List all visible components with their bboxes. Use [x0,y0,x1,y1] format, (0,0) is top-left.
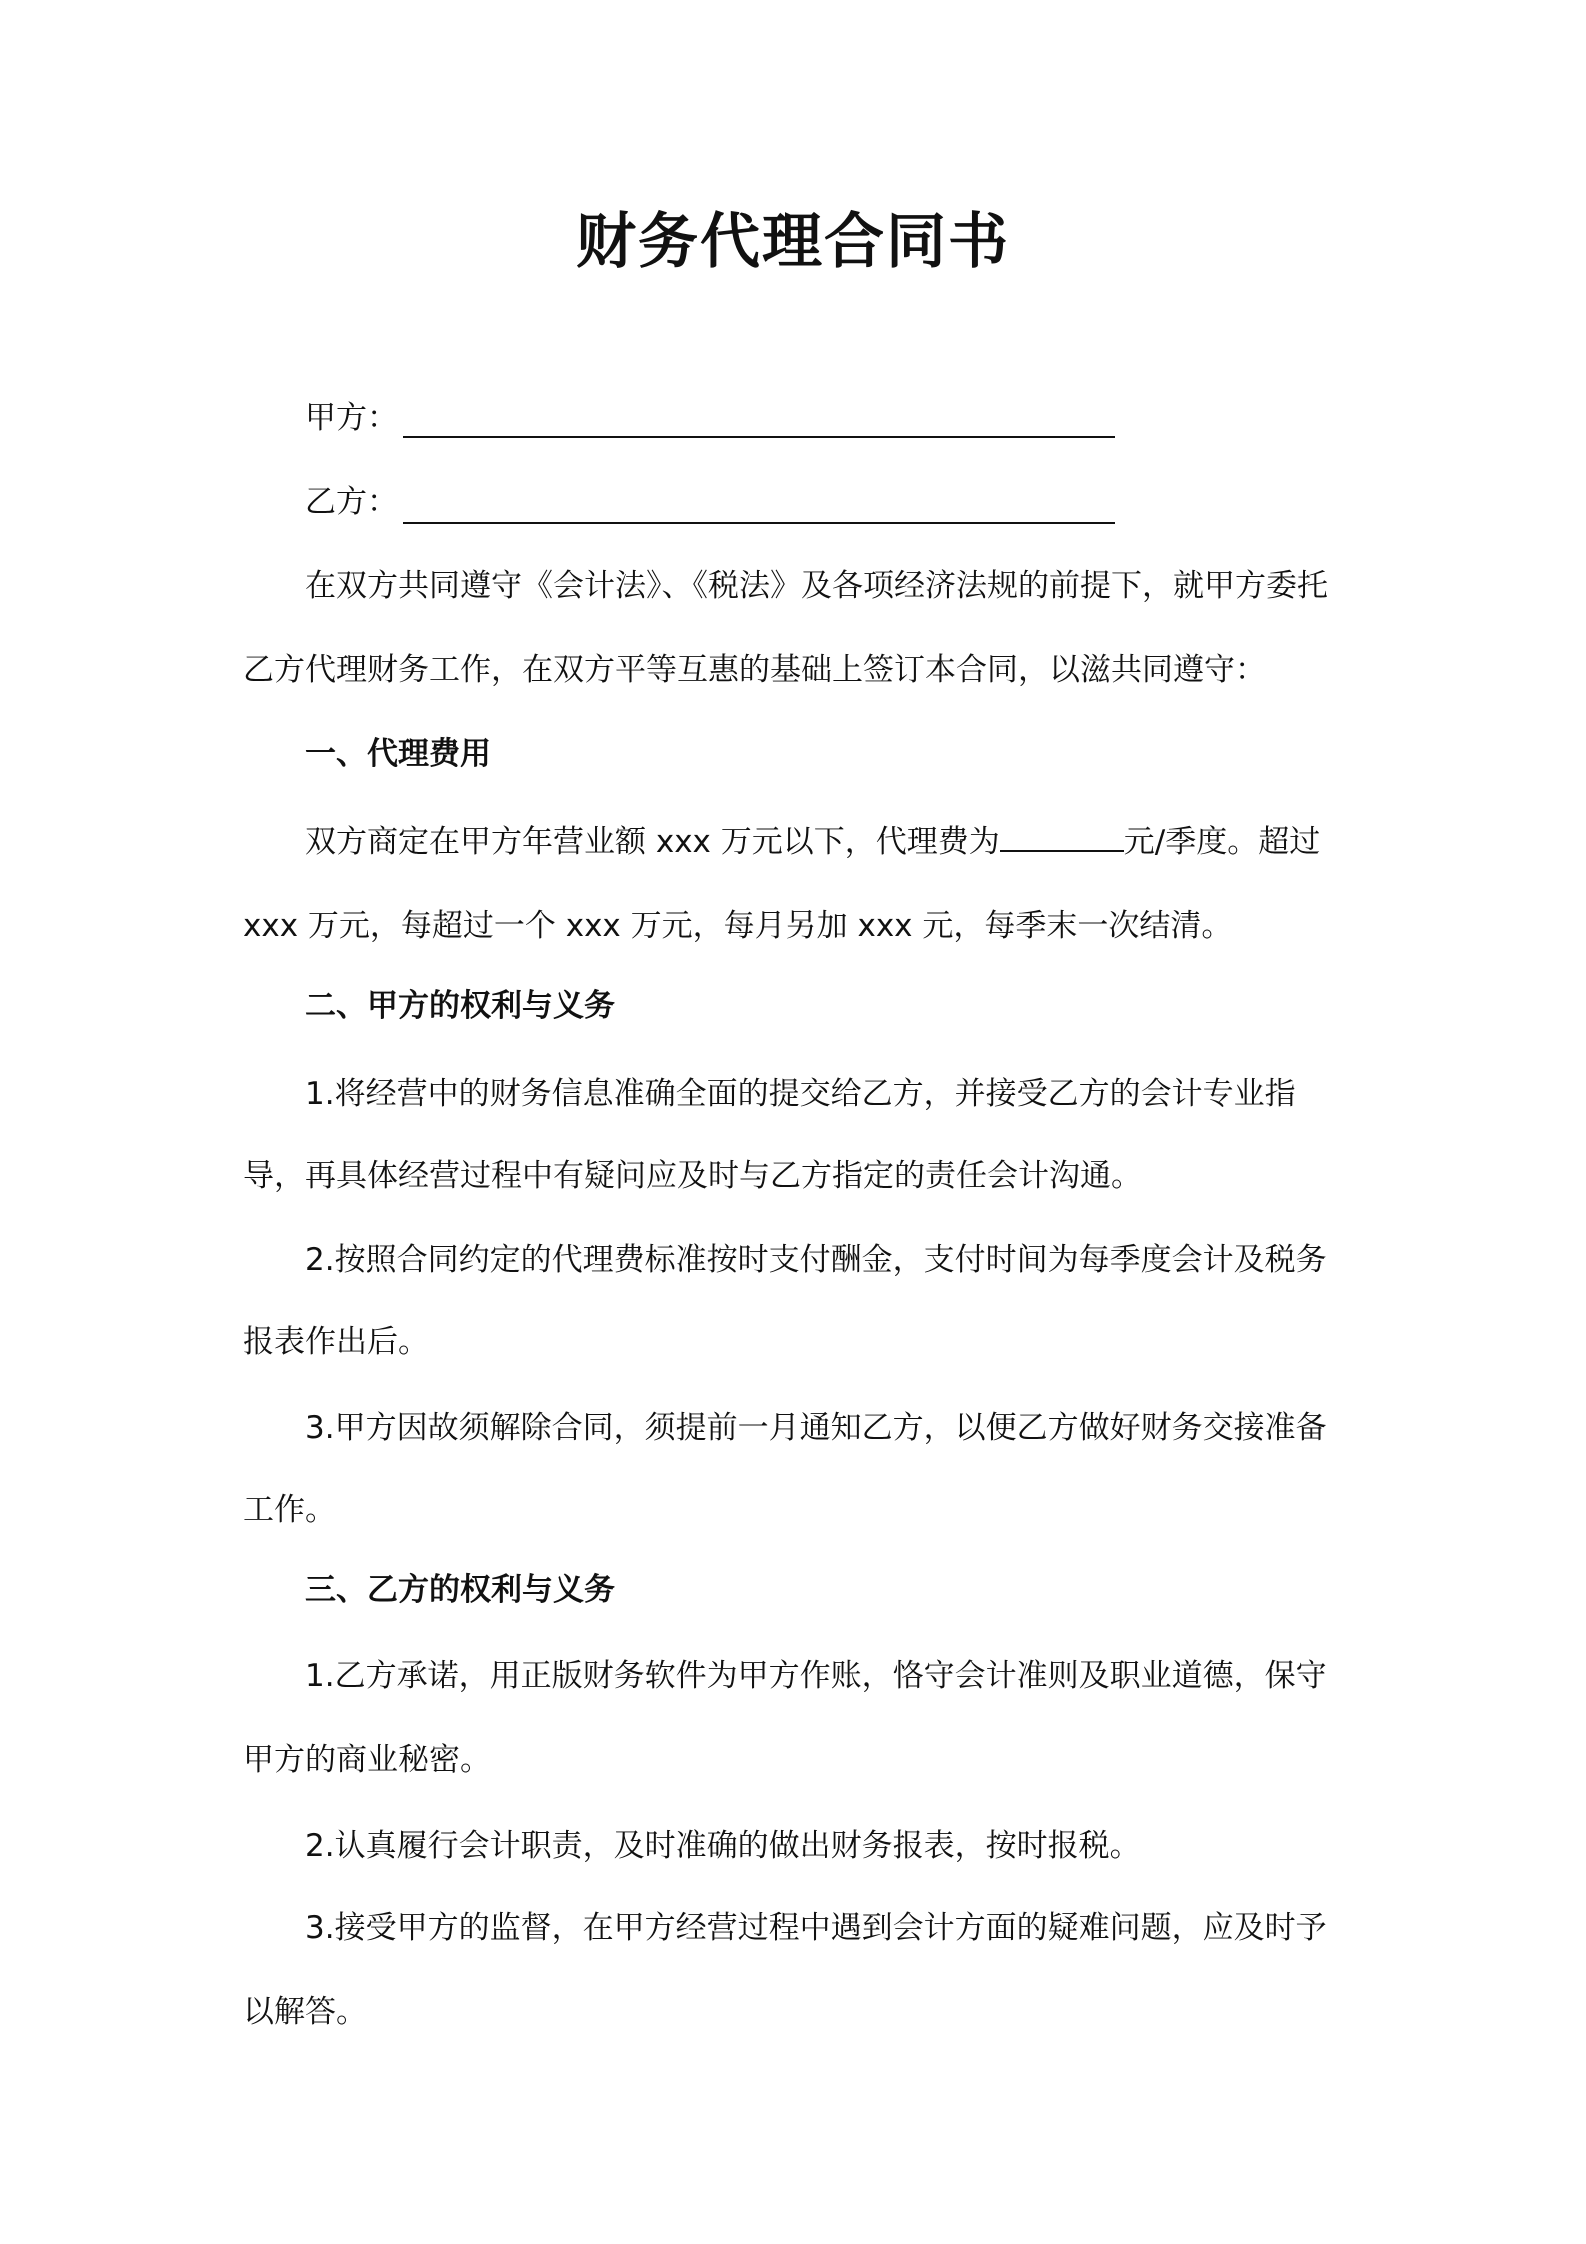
section-1-line-1-text-a: 双方商定在甲方年营业额 xxx 万元以下，代理费为 [305,824,1000,860]
preamble-line-1: 在双方共同遵守《会计法》、《税法》及各项经济法规的前提下，就甲方委托 [305,568,1328,604]
section-1-line-1-text-b: 元/季度。超过 [1123,824,1321,860]
section-2-item-3-line-2: 工作。 [243,1492,336,1528]
section-1-line-1 [305,822,1320,862]
section-3-item-3-line-2: 以解答。 [243,1994,367,2030]
section-1-heading: 一、代理费用 [305,736,491,772]
document-title: 财务代理合同书 [576,207,1010,277]
fee-blank [1000,822,1124,852]
section-2-item-1-line-1: 1.将经营中的财务信息准确全面的提交给乙方，并接受乙方的会计专业指 [305,1076,1296,1112]
section-2-item-3-line-1: 3.甲方因故须解除合同，须提前一月通知乙方，以便乙方做好财务交接准备 [305,1410,1327,1446]
section-3-item-3-line-1: 3.接受甲方的监督，在甲方经营过程中遇到会计方面的疑难问题，应及时予 [305,1910,1327,1946]
section-2-item-1-line-2: 导，再具体经营过程中有疑问应及时与乙方指定的责任会计沟通。 [243,1158,1142,1194]
party-b-label: 乙方： [305,484,398,520]
section-2-item-2-line-1: 2.按照合同约定的代理费标准按时支付酬金，支付时间为每季度会计及税务 [305,1242,1327,1278]
section-3-item-2-line-1: 2.认真履行会计职责，及时准确的做出财务报表，按时报税。 [305,1828,1141,1864]
preamble-line-2: 乙方代理财务工作，在双方平等互惠的基础上签订本合同，以滋共同遵守： [243,652,1266,688]
party-a-label: 甲方： [305,400,398,436]
section-3-item-1-line-2: 甲方的商业秘密。 [243,1742,491,1778]
section-1-line-2: xxx 万元，每超过一个 xxx 万元，每月另加 xxx 元，每季末一次结清。 [243,908,1233,944]
section-2-heading: 二、甲方的权利与义务 [305,988,615,1024]
party-b-signature-line [403,522,1115,524]
section-3-item-1-line-1: 1.乙方承诺，用正版财务软件为甲方作账，恪守会计准则及职业道德，保守 [305,1658,1327,1694]
section-3-heading: 三、乙方的权利与义务 [305,1572,615,1608]
party-a-signature-line [403,436,1115,438]
section-2-item-2-line-2: 报表作出后。 [243,1324,429,1360]
